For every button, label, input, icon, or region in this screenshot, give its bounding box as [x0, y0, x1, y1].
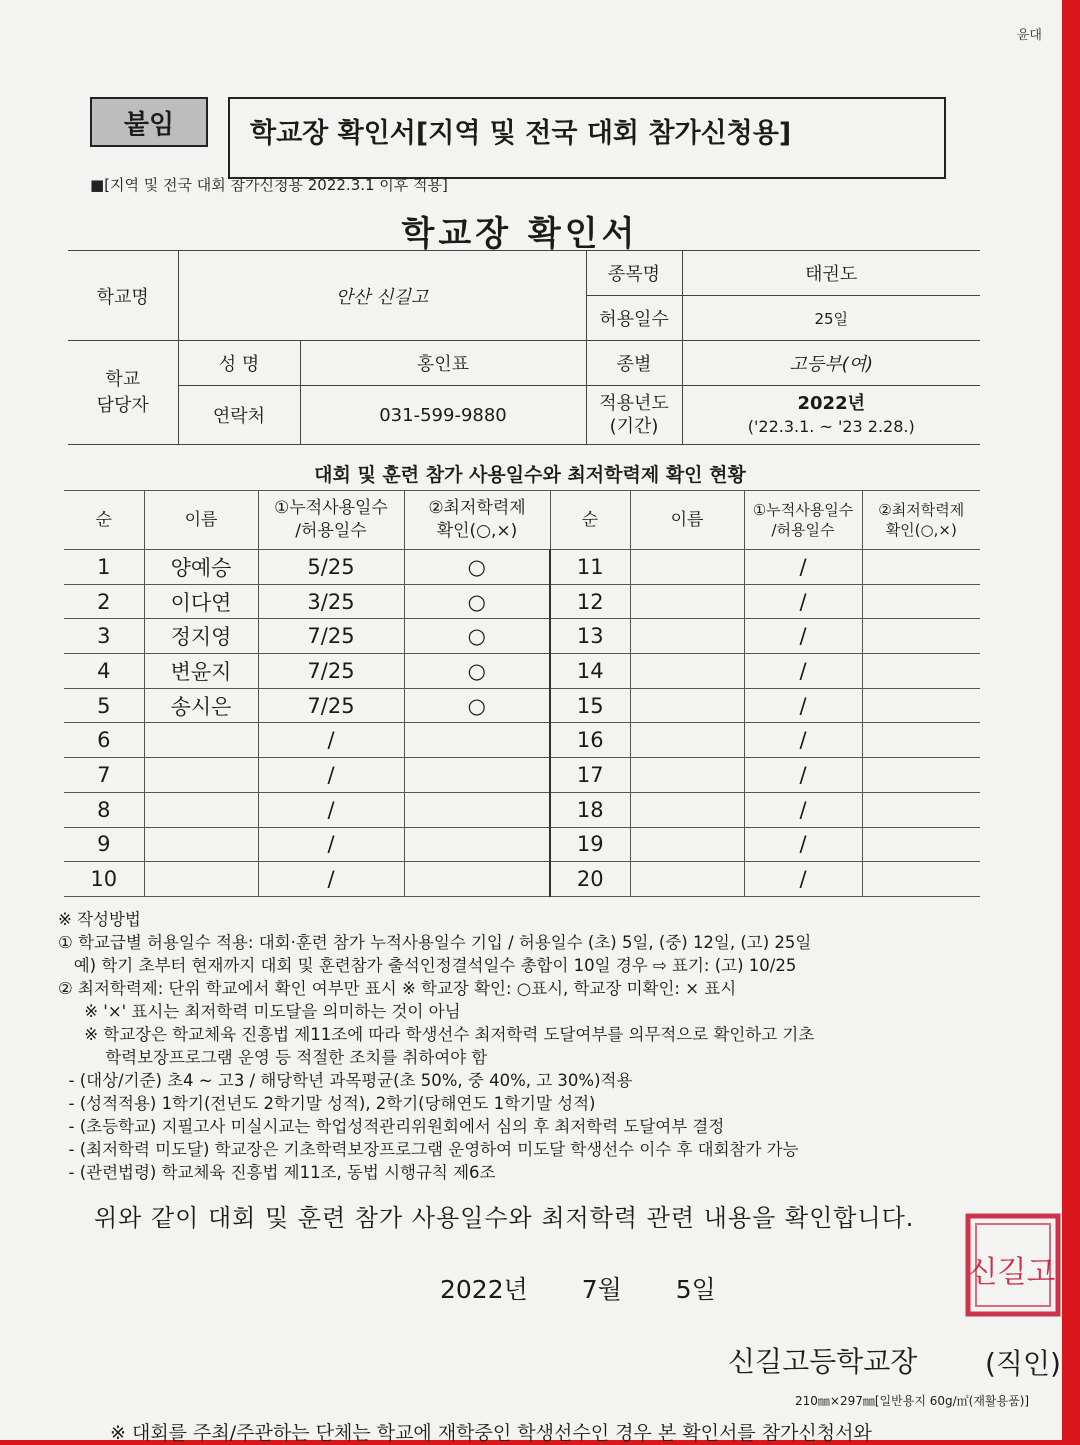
school-value: 안산 신길고 — [178, 251, 586, 341]
cell-no: 18 — [550, 792, 630, 827]
cell-no: 12 — [550, 584, 630, 619]
col-academic-2: ②최저학력제 확인(○,×) — [862, 491, 980, 550]
cell-days: 7/25 — [258, 619, 404, 654]
cell-no: 16 — [550, 723, 630, 758]
cell-days: / — [744, 688, 862, 723]
seal-characters: 신길고 — [968, 1255, 1056, 1290]
instructions — [58, 908, 1048, 1184]
official-seal-stamp — [962, 1210, 1062, 1320]
table-row — [64, 792, 980, 827]
cell-no: 1 — [64, 550, 144, 585]
cell-days: / — [744, 654, 862, 689]
cell-name — [630, 792, 744, 827]
name-label: 성 명 — [178, 341, 300, 386]
col-no: 순 — [64, 491, 144, 550]
year-cell — [682, 386, 980, 445]
cell-no: 6 — [64, 723, 144, 758]
cell-days: / — [744, 827, 862, 862]
cell-days: / — [744, 584, 862, 619]
cell-days: / — [258, 792, 404, 827]
instruction-line: - (관련법령) 학교체육 진흥법 제11조, 동법 시행규칙 제6조 — [58, 1163, 496, 1182]
cell-check — [404, 862, 550, 897]
cell-name — [144, 862, 258, 897]
instruction-line: - (최저학력 미도달) 학교장은 기초학력보장프로그램 운영하여 미도달 학생선수 이수 후 대회참가 가능 — [58, 1140, 799, 1159]
cell-no: 11 — [550, 550, 630, 585]
cell-no: 9 — [64, 827, 144, 862]
table-row — [64, 758, 980, 793]
instruction-line: ② 최저학력제: 단위 학교에서 확인 여부만 표시 ※ 학교장 확인: ○표시, 학교장 미확인: × 표시 — [58, 979, 737, 998]
col-name-2: 이름 — [630, 491, 744, 550]
section-title: 대회 및 훈련 참가 사용일수와 최저학력제 확인 현황 — [314, 464, 746, 486]
cell-check: ○ — [404, 550, 550, 585]
cell-no: 2 — [64, 584, 144, 619]
cell-days: / — [744, 723, 862, 758]
contact-label: 연락처 — [178, 386, 300, 445]
cell-check — [404, 827, 550, 862]
cell-check — [862, 723, 980, 758]
col-days-2: ①누적사용일수 /허용일수 — [744, 491, 862, 550]
table-row — [64, 688, 980, 723]
allowed-days-label: 허용일수 — [586, 296, 682, 341]
cell-no: 17 — [550, 758, 630, 793]
cell-name: 정지영 — [144, 619, 258, 654]
cell-check: ○ — [404, 619, 550, 654]
cell-days: / — [258, 723, 404, 758]
school-label: 학교명 — [68, 251, 178, 341]
cell-no: 8 — [64, 792, 144, 827]
corner-note: 윤대 — [1016, 28, 1042, 43]
date-line — [440, 1270, 762, 1306]
cell-check — [862, 827, 980, 862]
cell-days: 7/25 — [258, 654, 404, 689]
table-row — [64, 862, 980, 897]
form-title-box: 학교장 확인서[지역 및 전국 대회 참가신청용] — [228, 97, 946, 179]
cell-check — [862, 688, 980, 723]
cell-name — [630, 827, 744, 862]
date-day: 5일 — [675, 1275, 716, 1304]
table-row — [64, 584, 980, 619]
category-value: 고등부(여) — [682, 341, 980, 386]
col-name: 이름 — [144, 491, 258, 550]
cell-name: 송시은 — [144, 688, 258, 723]
cell-name — [630, 550, 744, 585]
cell-check: ○ — [404, 584, 550, 619]
cell-check — [862, 654, 980, 689]
cell-name — [630, 862, 744, 897]
cell-name — [144, 827, 258, 862]
participation-table — [64, 490, 980, 897]
instruction-line: - (초등학교) 지필고사 미실시교는 학업성적관리위원회에서 심의 후 최저학력 도달여부 결정 — [58, 1117, 725, 1136]
cell-days: / — [744, 862, 862, 897]
cell-no: 20 — [550, 862, 630, 897]
cell-no: 7 — [64, 758, 144, 793]
cell-name — [630, 584, 744, 619]
cell-days: / — [744, 619, 862, 654]
year-label: 적용년도 (기간) — [586, 386, 682, 445]
year-value: 2022년 — [797, 393, 865, 415]
cell-check: ○ — [404, 654, 550, 689]
cell-no: 10 — [64, 862, 144, 897]
table-row — [64, 550, 980, 585]
attachment-tag: 붙임 — [90, 97, 208, 147]
cell-check: ○ — [404, 688, 550, 723]
cell-days: / — [258, 827, 404, 862]
table-row — [64, 723, 980, 758]
date-year: 2022년 — [440, 1275, 528, 1304]
cell-days: 7/25 — [258, 688, 404, 723]
col-days: ①누적사용일수 /허용일수 — [258, 491, 404, 550]
cell-no: 13 — [550, 619, 630, 654]
document-title: 학교장 확인서 — [401, 214, 639, 254]
table-row — [64, 827, 980, 862]
form-subnote: ■[지역 및 전국 대회 참가신청용 2022.3.1 이후 적용] — [90, 176, 448, 194]
cell-check — [404, 723, 550, 758]
instruction-line: ① 학교급별 허용일수 적용: 대회·훈련 참가 누적사용일수 기입 / 허용일수 (초) 5일, (중) 12일, (고) 25일 — [58, 933, 812, 952]
cell-days: / — [744, 792, 862, 827]
allowed-days-value: 25일 — [682, 296, 980, 341]
cell-days: / — [258, 862, 404, 897]
bottom-note: ※ 대회를 주최/주관하는 단체는 학교에 재학중인 학생선수인 경우 본 확인서를 참가신청서와 — [110, 1422, 872, 1444]
paper-spec: 210㎜×297㎜[일반용지 60g/㎡(재활용품)] — [795, 1394, 1030, 1408]
cell-no: 3 — [64, 619, 144, 654]
cell-name — [630, 619, 744, 654]
cell-days: / — [744, 550, 862, 585]
instruction-line: ※ 작성방법 — [58, 910, 141, 929]
cell-days: 3/25 — [258, 584, 404, 619]
cell-name — [144, 723, 258, 758]
cell-days: 5/25 — [258, 550, 404, 585]
cell-check — [862, 584, 980, 619]
table-body — [64, 550, 980, 897]
cell-no: 19 — [550, 827, 630, 862]
cell-name — [144, 758, 258, 793]
name-value: 홍인표 — [300, 341, 586, 386]
instruction-line: ※ '×' 표시는 최저학력 미도달을 의미하는 것이 아님 — [58, 1002, 461, 1021]
cell-name — [630, 688, 744, 723]
manager-label: 학교 담당자 — [68, 341, 178, 445]
table-row — [64, 654, 980, 689]
cell-check — [862, 550, 980, 585]
table-row — [64, 619, 980, 654]
col-academic: ②최저학력제 확인(○,×) — [404, 491, 550, 550]
instruction-line: ※ 학교장은 학교체육 진흥법 제11조에 따라 학생선수 최저학력 도달여부를 의무적으로 확인하고 기초 — [58, 1025, 815, 1044]
cell-days: / — [258, 758, 404, 793]
cell-check — [862, 792, 980, 827]
cell-name — [630, 654, 744, 689]
cell-name: 변윤지 — [144, 654, 258, 689]
instruction-line: 예) 학기 초부터 현재까지 대회 및 훈련참가 출석인정결석일수 총합이 10일 경우 ⇨ 표기: (고) 10/25 — [58, 956, 797, 975]
date-month: 7월 — [581, 1275, 622, 1304]
cell-name: 양예승 — [144, 550, 258, 585]
cell-no: 4 — [64, 654, 144, 689]
instruction-line: - (대상/기준) 초4 ~ 고3 / 해당학년 과목평균(초 50%, 중 40%, 고 30%)적용 — [58, 1071, 633, 1090]
seal-label: (직인) — [985, 1347, 1061, 1380]
confirm-statement: 위와 같이 대회 및 훈련 참가 사용일수와 최저학력 관련 내용을 확인합니다. — [94, 1204, 915, 1232]
cell-name: 이다연 — [144, 584, 258, 619]
cell-no: 15 — [550, 688, 630, 723]
instruction-line: - (성적적용) 1학기(전년도 2학기말 성적), 2학기(당해연도 1학기말 성적) — [58, 1094, 596, 1113]
sport-label: 종목명 — [586, 251, 682, 296]
cell-no: 5 — [64, 688, 144, 723]
contact-value: 031-599-9880 — [300, 386, 586, 445]
instruction-line: 학력보장프로그램 운영 등 적절한 조치를 취하여야 함 — [58, 1048, 488, 1067]
info-table — [68, 250, 980, 445]
cell-check — [862, 758, 980, 793]
cell-days: / — [744, 758, 862, 793]
cell-check — [404, 792, 550, 827]
sport-value: 태권도 — [682, 251, 980, 296]
cell-name — [144, 792, 258, 827]
col-no-2: 순 — [550, 491, 630, 550]
cell-name — [630, 723, 744, 758]
principal-signature: 신길고등학교장 — [728, 1345, 918, 1378]
category-label: 종별 — [586, 341, 682, 386]
cell-check — [862, 619, 980, 654]
cell-check — [404, 758, 550, 793]
period-value: ('22.3.1. ~ '23 2.28.) — [747, 417, 915, 437]
cell-no: 14 — [550, 654, 630, 689]
cell-check — [862, 862, 980, 897]
cell-name — [630, 758, 744, 793]
